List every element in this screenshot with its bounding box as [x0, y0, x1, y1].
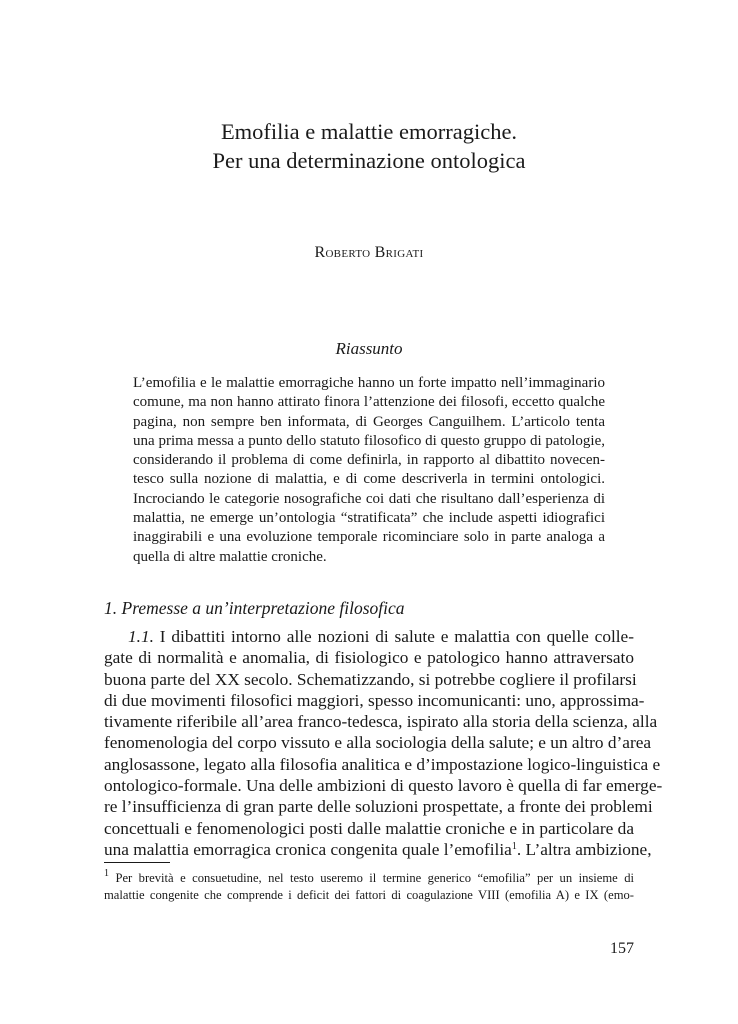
body-line: tivamente riferibile all’area franco-tedesca, ispirato alla storia della scienza, alla — [104, 712, 658, 732]
abstract-line: inaggirabili e una evoluzione temporale ricominciare solo in parte analoga a — [133, 529, 605, 546]
body-line-text: I dibattiti intorno alle nozioni di salute e malattia con quelle colle- — [159, 627, 634, 646]
body-line: buona parte del XX secolo. Schematizzando, si potrebbe cogliere il profilarsi — [104, 669, 637, 689]
footnote-line: malattie congenite che comprende i deficit dei fattori di coagulazione VIII (emofilia A) e IX (emo- — [104, 888, 634, 902]
body-line: concettuali e fenomenologici posti dalle malattie croniche e in particolare da — [104, 818, 634, 838]
footnote-reference[interactable]: 1 — [511, 840, 517, 852]
footnote-divider — [104, 862, 170, 863]
paragraph-number: 1.1. — [128, 627, 154, 646]
abstract-line: pagina, non sempre ben informata, di Georges Canguilhem. L’articolo tenta — [133, 413, 605, 430]
author-name — [0, 244, 738, 262]
body-line: gate di normalità e anomalia, di fisiologico e patologico hanno attraversato — [104, 648, 634, 668]
abstract-line: L’emofilia e le malattie emorragiche hanno un forte impatto nell’immaginario — [133, 375, 605, 391]
title-line-2: Per una determinazione ontologica — [212, 148, 526, 173]
abstract-line: considerando il problema di come definirla, in rapporto al dibattito novecen- — [133, 452, 605, 469]
body-line: fenomenologia del corpo vissuto e alla sociologia della salute; e un altro d’area — [104, 733, 652, 753]
body-line: anglosassone, legato alla filosofia analitica e d’impostazione logico-linguistica e — [104, 754, 661, 774]
abstract-line: tesco sulla nozione di malattia, e di come descriverla in termini ontologici. — [133, 471, 605, 488]
abstract-line: comune, ma non hanno attirato finora l’attenzione dei filosofi, eccetto qualche — [133, 394, 605, 411]
abstract-heading: Riassunto — [335, 339, 403, 358]
page-number: 157 — [610, 940, 634, 957]
body-line-text: una malattia emorragica cronica congenita quale l’emofilia — [104, 839, 512, 859]
body-line: re l’insufficienza di gran parte delle soluzioni prospettate, a fronte dei problemi — [104, 797, 653, 817]
author-name-text: Roberto Brigati — [314, 244, 424, 261]
body-line: di due movimenti filosofici maggiori, spesso incomunicanti: uno, approssima- — [104, 690, 645, 710]
abstract-line: quella di altre malattie croniche. — [133, 548, 327, 565]
body-line: ontologico-formale. Una delle ambizioni di questo lavoro è quella di far emerge- — [104, 776, 663, 796]
abstract-line: una prima messa a punto dello statuto filosofico di questo gruppo di patologie, — [133, 432, 605, 449]
footnote — [104, 870, 634, 904]
abstract-body — [133, 374, 605, 567]
body-line-last — [104, 839, 652, 860]
footnote-line — [104, 870, 634, 887]
footnote-text: Per brevità e consuetudine, nel testo useremo il termine generico “emofilia” per un insieme di — [109, 871, 634, 885]
body-paragraph — [104, 626, 663, 860]
abstract-line: malattia, ne emerge un’ontologia “stratificata” che include aspetti idiografici — [133, 510, 605, 527]
section-heading: 1. Premesse a un’interpretazione filosofica — [104, 598, 405, 618]
body-line-text: . L’altra ambizione, — [516, 839, 652, 859]
body-line-first — [104, 626, 634, 647]
footnote-marker: 1 — [104, 868, 109, 879]
abstract-line: Incrociando le categorie nosografiche coi dati che risultano dall’esperienza di — [133, 490, 605, 507]
title-line-1: Emofilia e malattie emorragiche. — [220, 119, 518, 144]
article-title — [0, 117, 738, 175]
